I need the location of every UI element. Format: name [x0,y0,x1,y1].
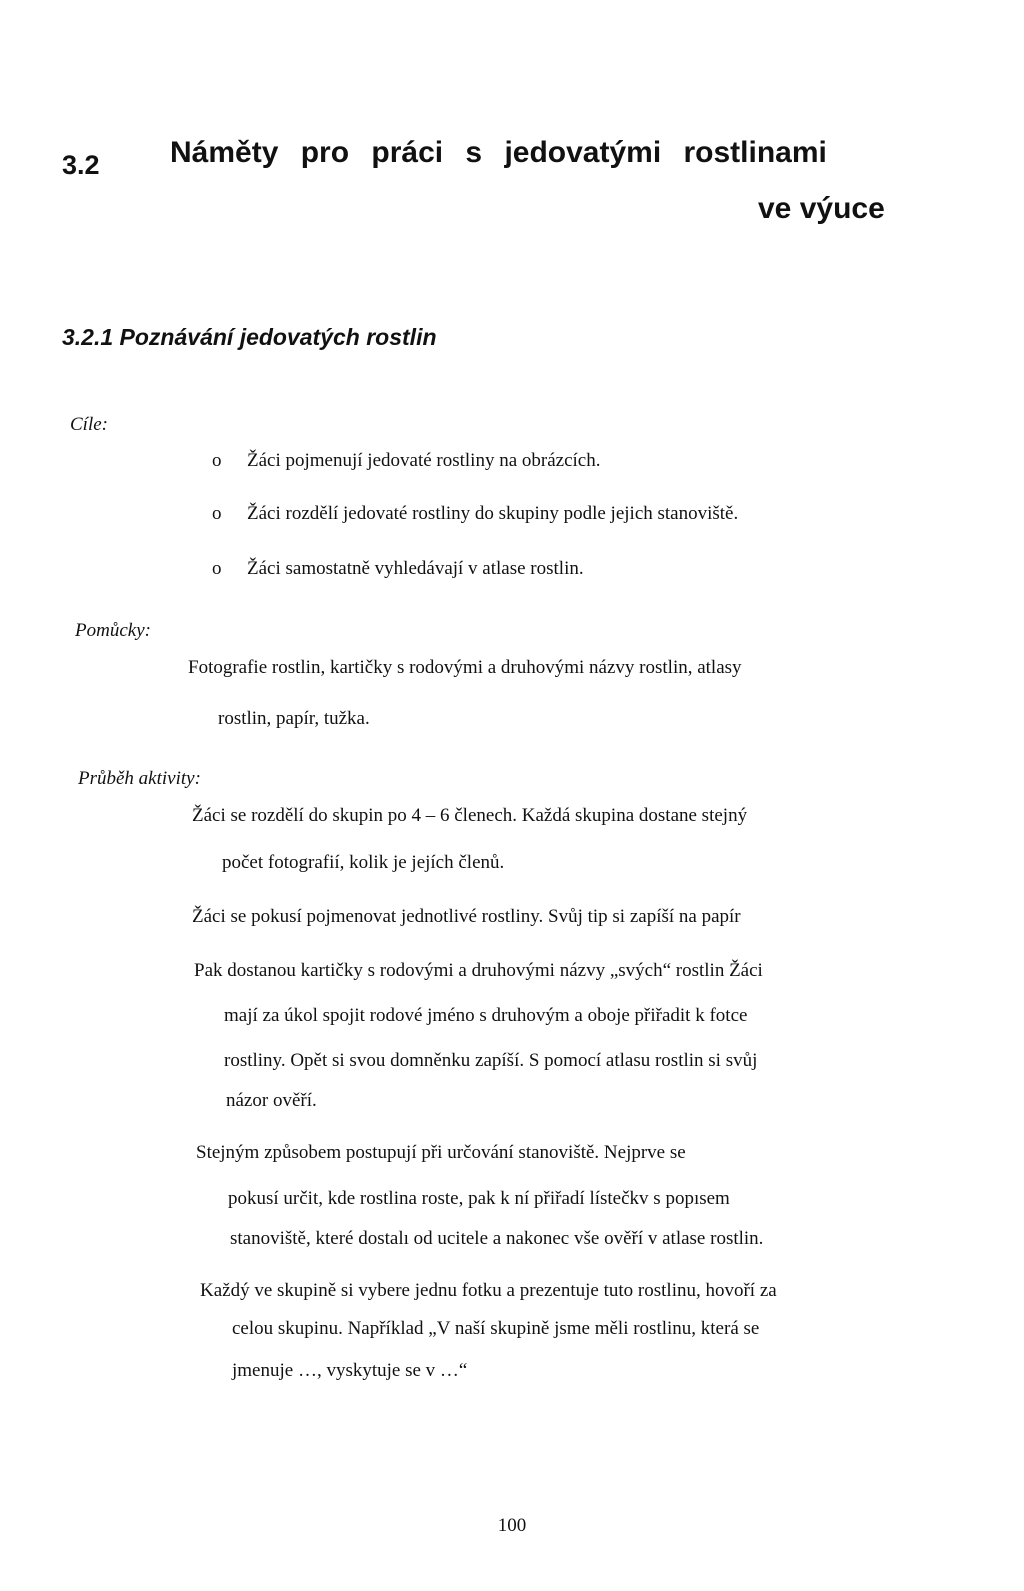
activity-line: rostliny. Opět si svou domněnku zapíší. S pomocí atlasu rostlin si svůj [224,1050,758,1071]
goal-text: Žáci pojmenují jedovaté rostliny na obrázcích. [247,450,601,471]
section-title-line-2: ve výuce [758,192,885,225]
activity-label: Průběh aktivity: [78,768,201,789]
bullet-marker: o [212,450,222,471]
aids-label: Pomůcky: [75,620,151,641]
goal-text: Žáci samostatně vyhledávají v atlase rostlin. [247,558,584,579]
goal-item [212,503,738,525]
bullet-marker: o [212,558,222,579]
goal-item [212,450,601,472]
activity-line: počet fotografií, kolik je jejích členů. [222,852,505,873]
activity-line: jmenuje …, vyskytuje se v …“ [232,1360,468,1381]
activity-line: pokusí určit, kde rostlina roste, pak k ní přiřadí lístečkv s popısem [228,1188,730,1209]
goal-text: Žáci rozdělí jedovaté rostliny do skupiny podle jejich stanoviště. [247,503,739,524]
activity-line: Žáci se pokusí pojmenovat jednotlivé rostliny. Svůj tip si zapíší na papír [192,906,741,927]
aids-line: rostlin, papír, tužka. [218,708,370,729]
section-number: 3.2 [62,150,100,180]
activity-line: názor ověří. [226,1090,317,1111]
bullet-marker: o [212,503,222,524]
activity-line: Pak dostanou kartičky s rodovými a druhovými názvy „svých“ rostlin Žáci [194,960,763,981]
goals-label: Cíle: [70,414,108,435]
activity-line: Každý ve skupině si vybere jednu fotku a prezentuje tuto rostlinu, hovoří za [200,1280,777,1301]
activity-line: Žáci se rozdělí do skupin po 4 – 6 členech. Každá skupina dostane stejný [192,805,748,826]
activity-line: stanoviště, které dostalı od ucitele a nakonec vše ověří v atlase rostlin. [230,1228,764,1249]
activity-line: celou skupinu. Například „V naší skupině jsme měli rostlinu, která se [232,1318,760,1339]
subsection-title: 3.2.1 Poznávání jedovatých rostlin [62,324,437,350]
goal-item [212,558,584,580]
activity-line: mají za úkol spojit rodové jméno s druhovým a oboje přiřadit k fotce [224,1005,748,1026]
section-title-line-1: Náměty pro práci s jedovatými rostlinami [170,136,827,169]
activity-line: Stejným způsobem postupují při určování stanoviště. Nejprve se [196,1142,686,1163]
aids-line: Fotografie rostlin, kartičky s rodovými a druhovými názvy rostlin, atlasy [188,657,742,678]
page-number: 100 [497,1515,527,1536]
